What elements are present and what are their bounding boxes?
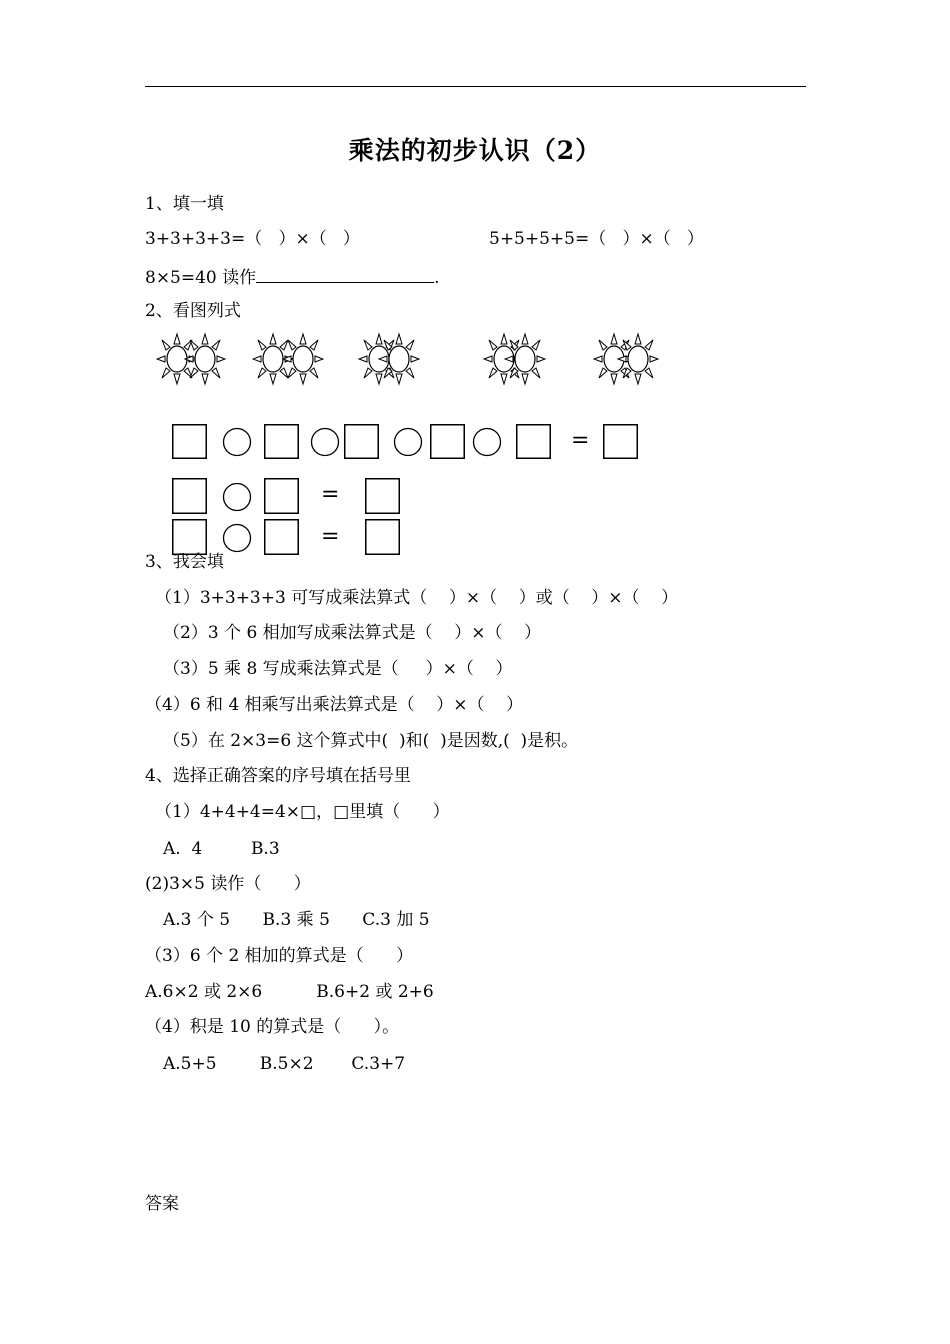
section-3-heading: 3、我会填 [145,552,224,572]
question-4-4-options: A.5+5 B.5×2 C.3+7 [163,1054,406,1074]
question-1b: 5+5+5+5=（ ）×（ ） [489,229,704,249]
answer-box[interactable] [365,519,400,555]
answer-box[interactable] [516,424,551,459]
question-1c-text: 8×5=40 读作 [145,268,257,288]
section-4-heading: 4、选择正确答案的序号填在括号里 [145,766,411,786]
question-1c-end: . [434,268,440,288]
sun-pair-icon [480,331,552,387]
answer-box[interactable] [430,424,465,459]
answer-box[interactable] [172,478,207,514]
equals-sign: = [571,428,590,453]
operator-circle[interactable] [472,427,502,457]
equals-sign: = [321,524,340,549]
question-4-2: (2)3×5 读作（ ） [145,874,311,894]
section-2-heading: 2、看图列式 [145,301,241,321]
answer-box[interactable] [344,424,379,459]
question-3-1: （1）3+3+3+3 可写成乘法算式（ ）×（ ）或（ ）×（ ） [155,588,679,608]
question-3-4: （4）6 和 4 相乘写出乘法算式是（ ）×（ ） [145,695,524,715]
question-4-3-options: A.6×2 或 2×6 B.6+2 或 2+6 [145,982,434,1002]
question-3-5: （5）在 2×3=6 这个算式中( )和( )是因数,( )是积。 [163,731,579,751]
operator-circle[interactable] [222,427,252,457]
sun-pair-icon [355,331,427,387]
answer-box[interactable] [264,424,299,459]
section-1-heading: 1、填一填 [145,194,224,214]
sun-pair-icon [591,331,663,387]
answer-blank-line[interactable] [256,264,434,283]
sun-pair-icon [252,331,324,387]
question-4-4: （4）积是 10 的算式是（ ）。 [145,1017,400,1037]
header-rule [145,86,806,87]
answer-box[interactable] [603,424,638,459]
operator-circle[interactable] [222,482,252,512]
question-4-2-options: A.3 个 5 B.3 乘 5 C.3 加 5 [163,910,430,930]
answer-box[interactable] [264,519,299,555]
operator-circle[interactable] [310,427,340,457]
answer-box[interactable] [365,478,400,514]
question-1c [145,264,440,290]
question-4-1: （1）4+4+4=4×□，□里填（ ） [155,802,450,822]
question-3-2: （2）3 个 6 相加写成乘法算式是（ ）×（ ） [163,623,542,643]
equals-sign: = [321,482,340,507]
question-1a: 3+3+3+3=（ ）×（ ） [145,229,360,249]
question-3-3: （3）5 乘 8 写成乘法算式是（ ）×（ ） [163,659,513,679]
answer-box[interactable] [264,478,299,514]
operator-circle[interactable] [222,523,252,553]
answer-label: 答案 [145,1194,179,1214]
question-4-1-options: A. 4 B.3 [163,839,280,859]
sun-pair-icon [156,331,228,387]
question-4-3: （3）6 个 2 相加的算式是（ ） [145,946,414,966]
answer-box[interactable] [172,424,207,459]
operator-circle[interactable] [393,427,423,457]
page-title: 乘法的初步认识（2） [348,136,602,165]
